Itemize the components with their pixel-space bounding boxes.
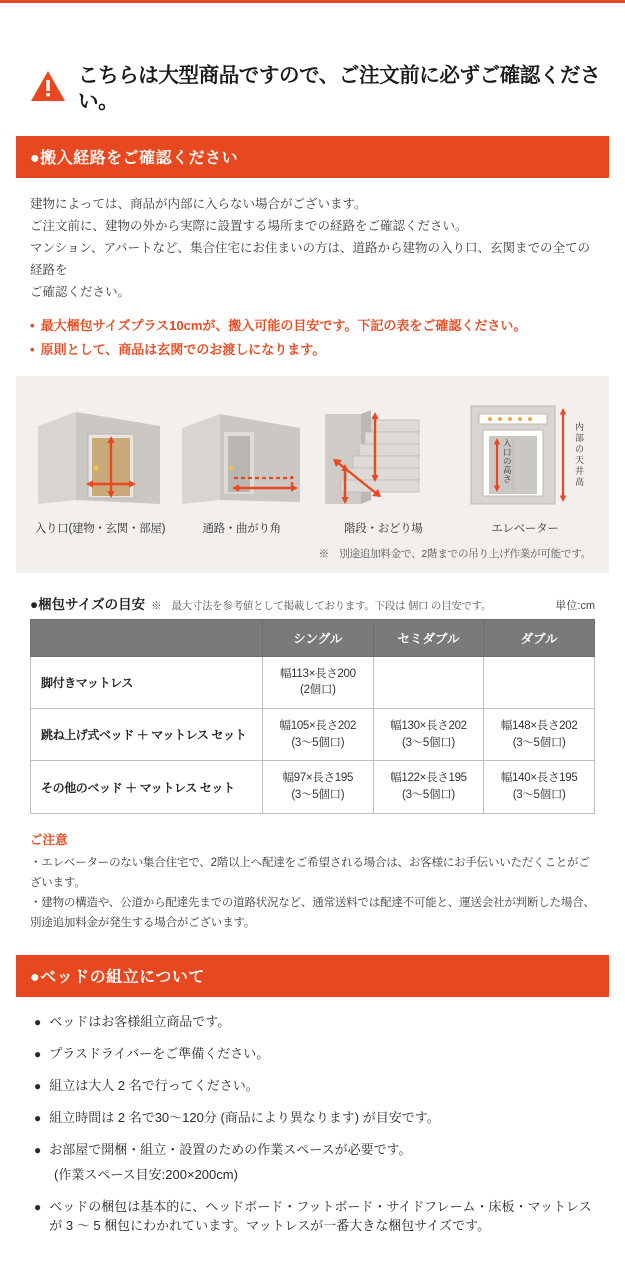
package-table-header (16, 593, 609, 613)
caution-block (16, 814, 609, 934)
table-header-row (31, 619, 595, 656)
bullet-dot-icon: • (30, 341, 35, 357)
package-table-title-sub: ※ 最大寸法を参考値として掲載しております。下段は 個口 の目安です。 (151, 599, 492, 612)
page-title: こちらは大型商品ですので、ご注文前に必ずご確認ください。 (78, 64, 601, 113)
assembly-item (34, 1045, 595, 1064)
entrance-illustration (32, 392, 168, 512)
bullet-circle-icon: ● (34, 1078, 42, 1093)
table-cell (484, 656, 595, 708)
illustration-caption-entrance: 入り口(建物・玄関・部屋) (34, 522, 166, 535)
assembly-item-text: プラスドライバーをご準備ください。 (49, 1046, 270, 1062)
assembly-sub-note: (作業スペース目安:200×200cm) (54, 1167, 238, 1183)
illustration-cell-entrance (32, 392, 168, 536)
table-col-head-0 (31, 619, 263, 656)
delivery-bullet-1-text: 最大梱包サイズプラス10cmが、搬入可能の目安です。下記の表をご確認ください。 (40, 317, 527, 333)
delivery-paragraph-1: 建物によっては、商品が内部に入らない場合がございます。 (30, 197, 367, 212)
package-table-tbody (31, 656, 595, 813)
assembly-item-last-line1: ベッドの梱包は基本的に、ヘッドボード・フットボード・サイドフレーム・床板・マットレス (49, 1199, 592, 1215)
illustration-cell-elevator (457, 392, 593, 536)
delivery-body (16, 178, 609, 361)
table-col-head-2: セミダブル (373, 619, 484, 656)
svg-text:高: 高 (574, 476, 584, 487)
caution-item-1: ・エレベーターのない集合住宅で、2階以上へ配達をご希望される場合は、お客様にお手伝いいただくことがございます。 (30, 856, 590, 889)
bullet-circle-icon: ● (34, 1142, 42, 1157)
delivery-paragraph-3: マンション、アパートなど、集合住宅にお住まいの方は、道路から建物の入り口、玄関までの全ての経路を (30, 241, 590, 277)
caution-item-2: ・建物の構造や、公道から配達先までの道路状況など、通常送料では配達不可能と、運送会社が判断した場合、別途追加料金が発生する場合がございます。 (30, 897, 595, 930)
package-table-title (30, 593, 491, 613)
delivery-paragraph-2: ご注文前に、建物の外から実際に設置する場所までの経路をご確認ください。 (30, 219, 468, 234)
svg-text:井: 井 (574, 465, 584, 476)
svg-text:の: の (574, 443, 584, 454)
illustration-panel (16, 376, 609, 573)
table-col-head-3: ダブル (484, 619, 595, 656)
assembly-item-text: ベッドはお客様組立商品です。 (49, 1014, 231, 1030)
table-cell: 幅113×長さ200 (2個口) (263, 656, 374, 708)
top-spacer (16, 3, 609, 63)
assembly-item (34, 1109, 595, 1128)
illustration-row (26, 392, 599, 536)
assembly-item (34, 1141, 595, 1160)
svg-text:さ: さ (502, 473, 512, 484)
package-table-title-main: ●梱包サイズの目安 (30, 596, 146, 612)
assembly-item (34, 1013, 595, 1032)
assembly-item-last-line2: が 3 〜 5 梱包にわかれています。マットレスが一番大きな梱包サイズです。 (49, 1218, 491, 1234)
table-cell: 幅148×長さ202 (3〜5個口) (484, 709, 595, 761)
svg-text:高: 高 (502, 464, 512, 475)
package-table-unit: 単位:cm (555, 599, 595, 612)
table-cell (373, 656, 484, 708)
table-row-label: 跳ね上げ式ベッド ＋ マットレス セット (31, 709, 263, 761)
page-headline (16, 63, 609, 114)
table-row (31, 709, 595, 761)
stairs-landing-illustration (315, 392, 451, 512)
elevator-illustration (457, 392, 593, 512)
table-row-label: その他のベッド ＋ マットレス セット (31, 761, 263, 813)
delivery-bullets (30, 314, 595, 362)
caution-title: ご注意 (30, 832, 68, 847)
package-table-wrap (16, 619, 609, 814)
svg-text:天: 天 (574, 454, 584, 465)
illustration-caption-stairs: 階段・おどり場 (344, 522, 423, 535)
svg-text:内: 内 (574, 421, 584, 432)
assembly-item-text: お部屋で開梱・組立・設置のための作業スペースが必要です。 (49, 1141, 412, 1157)
illustration-cell-corridor (174, 392, 310, 536)
illustration-caption-corridor: 通路・曲がり角 (202, 522, 281, 535)
delivery-bullet-2-text: 原則として、商品は玄関でのお渡しになります。 (40, 341, 326, 357)
bottom-spacer (16, 1249, 609, 1273)
assembly-item (34, 1198, 595, 1236)
delivery-bullet-1 (30, 314, 595, 338)
assembly-item-text: 組立時間は 2 名で30〜120分 (商品により異なります) が目安です。 (49, 1109, 440, 1125)
package-size-table (30, 619, 595, 814)
table-row (31, 656, 595, 708)
assembly-item-text-last (49, 1198, 595, 1236)
bullet-circle-icon: ● (34, 1110, 42, 1125)
bullet-circle-icon: ● (34, 1200, 42, 1215)
table-cell: 幅130×長さ202 (3〜5個口) (373, 709, 484, 761)
assembly-item-text: 組立は大人 2 名で行ってください。 (49, 1077, 259, 1093)
svg-text:部: 部 (574, 432, 584, 443)
table-cell: 幅122×長さ195 (3〜5個口) (373, 761, 484, 813)
delivery-paragraph-4: ご確認ください。 (30, 284, 131, 299)
package-table-thead (31, 619, 595, 656)
svg-text:の: の (502, 455, 512, 466)
section-bar-assembly: ●ベッドの組立について (16, 955, 609, 997)
illustration-caption-elevator: エレベーター (491, 522, 559, 535)
table-cell: 幅105×長さ202 (3〜5個口) (263, 709, 374, 761)
table-col-head-1: シングル (263, 619, 374, 656)
bullet-dot-icon: • (30, 317, 35, 333)
assembly-list (16, 997, 609, 1236)
delivery-bullet-2 (30, 338, 595, 362)
page-root (0, 3, 625, 1273)
table-row (31, 761, 595, 813)
table-row-label: 脚付きマットレス (31, 656, 263, 708)
svg-text:入: 入 (502, 437, 512, 448)
illustration-note: ※ 別途追加料金で、2階までの吊り上げ作業が可能です。 (318, 547, 591, 560)
corridor-corner-illustration (174, 392, 310, 512)
svg-text:口: 口 (502, 446, 512, 457)
bullet-circle-icon: ● (34, 1015, 42, 1030)
table-cell: 幅140×長さ195 (3〜5個口) (484, 761, 595, 813)
section-bar-delivery: ●搬入経路をご確認ください (16, 136, 609, 178)
table-cell: 幅97×長さ195 (3〜5個口) (263, 761, 374, 813)
illustration-cell-stairs (315, 392, 451, 536)
bullet-circle-icon: ● (34, 1047, 42, 1062)
warning-triangle-icon (30, 69, 66, 108)
